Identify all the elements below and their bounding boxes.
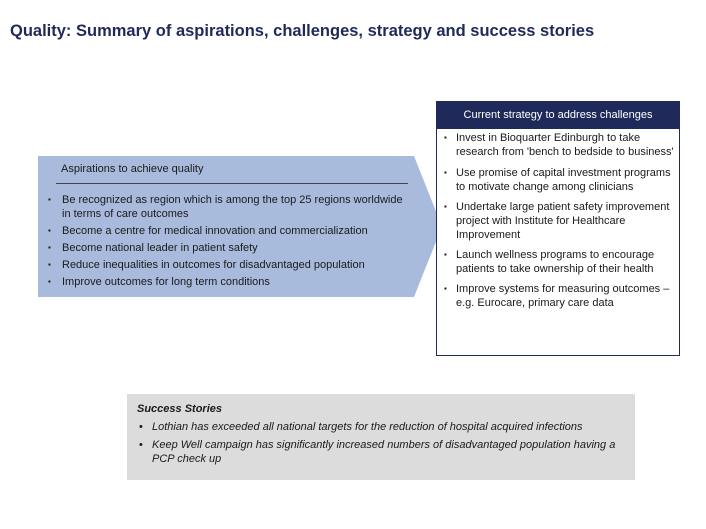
strategy-panel bbox=[436, 128, 680, 356]
list-item: ▪ Improve outcomes for long term conditions bbox=[48, 276, 270, 288]
bullet-icon: • bbox=[139, 439, 143, 451]
aspirations-heading: Aspirations to achieve quality bbox=[61, 163, 204, 175]
aspirations-divider bbox=[56, 183, 408, 184]
bullet-icon: ▪ bbox=[48, 277, 51, 286]
bullet-icon: ▪ bbox=[444, 168, 447, 177]
list-item: ▪ Become national leader in patient safety bbox=[48, 242, 258, 254]
list-item: ▪ Become a centre for medical innovation and commercialization bbox=[48, 225, 368, 237]
page-title: Quality: Summary of aspirations, challenges, strategy and success stories bbox=[10, 22, 595, 40]
bullet-icon: ▪ bbox=[444, 284, 447, 293]
success-stories-heading: Success Stories bbox=[137, 403, 222, 415]
list-item: • Lothian has exceeded all national targets for the reduction of hospital acquired infections bbox=[139, 421, 583, 433]
success-stories-list bbox=[137, 420, 627, 470]
list-item: • Keep Well campaign has significantly increased numbers of disadvantaged population having a PCP check up bbox=[139, 439, 616, 465]
bullet-icon: ▪ bbox=[48, 243, 51, 252]
list-item: ▪ Use promise of capital investment programs to motivate change among clinicians bbox=[444, 167, 671, 193]
strategy-heading: Current strategy to address challenges bbox=[436, 101, 680, 128]
list-item: ▪ Undertake large patient safety improvement project with Institute for Healthcare Improvement bbox=[444, 201, 670, 241]
aspirations-list bbox=[46, 193, 406, 292]
list-item: ▪ Launch wellness programs to encourage patients to take ownership of their health bbox=[444, 249, 655, 275]
list-item: ▪ Improve systems for measuring outcomes – e.g. Eurocare, primary care data bbox=[444, 283, 670, 309]
bullet-icon: ▪ bbox=[48, 226, 51, 235]
list-item: ▪ Be recognized as region which is among the top 25 regions worldwide in terms of care outcomes bbox=[48, 194, 403, 220]
bullet-icon: ▪ bbox=[444, 202, 447, 211]
list-item: ▪ Invest in Bioquarter Edinburgh to take research from 'bench to bedside to business' bbox=[444, 132, 674, 158]
bullet-icon: • bbox=[139, 421, 143, 433]
bullet-icon: ▪ bbox=[48, 195, 51, 204]
list-item: ▪ Reduce inequalities in outcomes for disadvantaged population bbox=[48, 259, 365, 271]
aspirations-panel bbox=[38, 156, 442, 297]
bullet-icon: ▪ bbox=[48, 260, 51, 269]
success-stories-panel bbox=[127, 394, 635, 480]
bullet-icon: ▪ bbox=[444, 250, 447, 259]
strategy-list bbox=[442, 131, 674, 310]
bullet-icon: ▪ bbox=[444, 133, 447, 142]
